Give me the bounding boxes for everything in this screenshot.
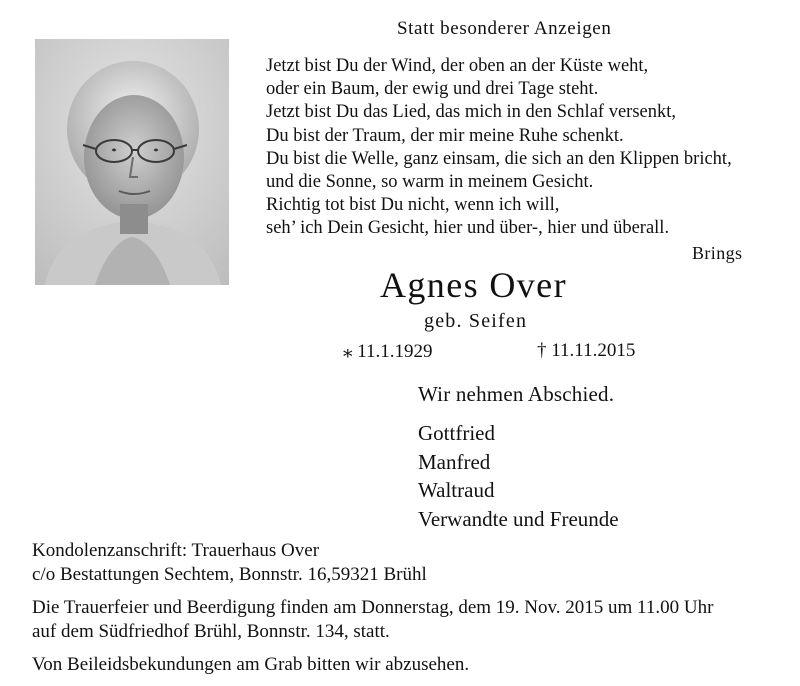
mourner-name: Gottfried: [418, 421, 495, 445]
funeral-line: auf dem Südfriedhof Brühl, Bonnstr. 134, statt.: [32, 621, 390, 642]
condolence-line: Kondolenzanschrift: Trauerhaus Over: [32, 540, 320, 561]
poem-line: und die Sonne, so warm in meinem Gesicht.: [266, 172, 594, 193]
poem-line: seh’ ich Dein Gesicht, hier und über-, hier und überall.: [266, 218, 670, 239]
poem-line: Richtig tot bist Du nicht, wenn ich will,: [266, 195, 560, 216]
portrait-icon: [35, 39, 229, 285]
mourner-list: [418, 419, 619, 534]
deceased-name: Agnes Over: [380, 265, 567, 305]
closing-note: Von Beileidsbekundungen am Grab bitten wir abzusehen.: [32, 654, 470, 675]
poem-author: Brings: [692, 243, 743, 263]
mourner-name: Verwandte und Freunde: [418, 507, 619, 532]
birth-name: geb. Seifen: [424, 310, 528, 332]
birth-date: ⁎ 11.1.1929: [343, 341, 433, 362]
death-date: † 11.11.2015: [537, 340, 636, 361]
poem-line: Jetzt bist Du der Wind, der oben an der Küste weht,: [266, 56, 649, 76]
mourner-name: Waltraud: [418, 478, 495, 503]
funeral-line: Die Trauerfeier und Beerdigung finden am Donnerstag, dem 19. Nov. 2015 um 11.00 Uhr: [32, 597, 714, 618]
condolence-line: c/o Bestattungen Sechtem, Bonnstr. 16,59321 Brühl: [32, 563, 427, 585]
poem-line: Du bist der Traum, der mir meine Ruhe schenkt.: [266, 125, 624, 146]
poem: [266, 55, 732, 241]
mourner-name: Manfred: [418, 449, 491, 474]
portrait-photo: [35, 39, 229, 285]
funeral-notice: [32, 596, 713, 644]
poem-line: oder ein Baum, der ewig und drei Tage steht.: [266, 79, 599, 100]
condolence-address: [32, 539, 427, 586]
header-text: Statt besonderer Anzeigen: [397, 18, 612, 39]
poem-line: Jetzt bist Du das Lied, das mich in den Schlaf versenkt,: [266, 102, 676, 123]
farewell-text: Wir nehmen Abschied.: [418, 382, 615, 406]
poem-line: Du bist die Welle, ganz einsam, die sich an den Klippen bricht,: [266, 148, 732, 169]
